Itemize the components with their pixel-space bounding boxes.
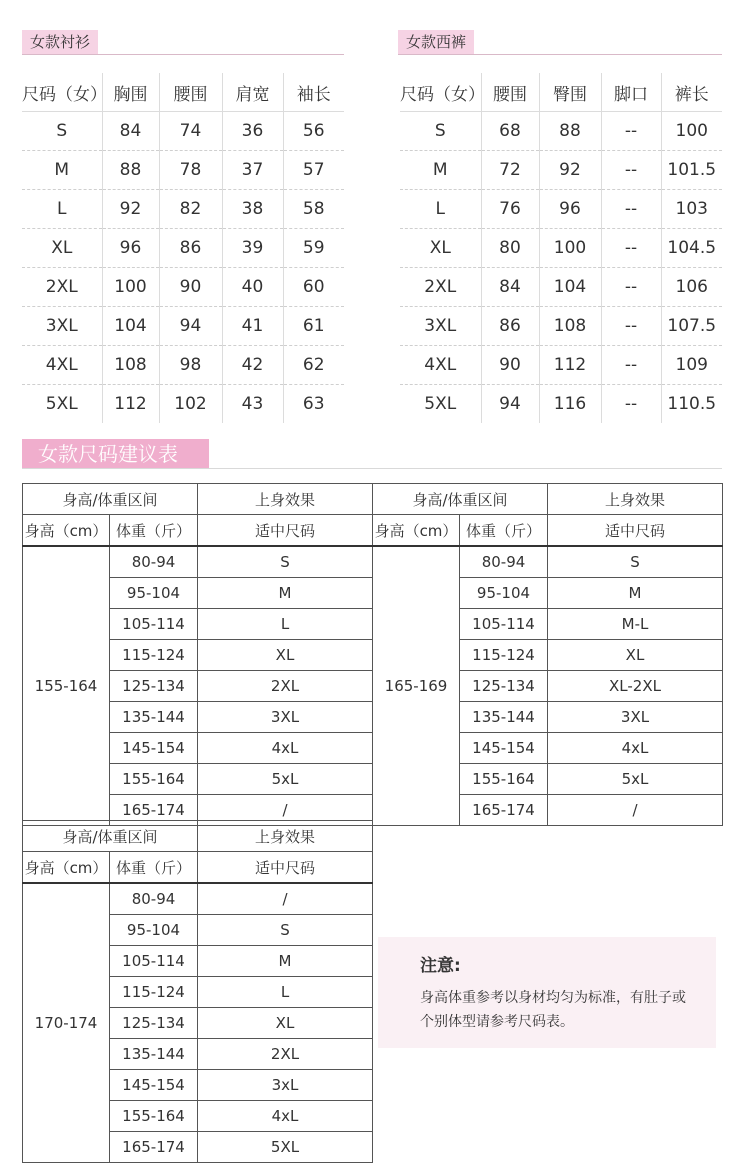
measurement-cell: -- (601, 112, 661, 151)
size-header: 适中尺码 (198, 852, 373, 884)
column-header: 尺码（女） (400, 73, 481, 112)
measurement-cell: 102 (159, 385, 222, 424)
weight-range-cell: 95-104 (460, 578, 548, 609)
recommendation-table-165-169 (372, 483, 723, 826)
header-row (23, 484, 373, 515)
measurement-cell: 88 (102, 151, 159, 190)
weight-range-cell: 105-114 (460, 609, 548, 640)
column-header: 尺码（女） (22, 73, 102, 112)
measurement-cell: 60 (283, 268, 344, 307)
measurement-cell: 38 (222, 190, 283, 229)
pants-tag-underline (398, 54, 722, 55)
table-row (22, 190, 344, 229)
measurement-cell: 62 (283, 346, 344, 385)
note-body: 身高体重参考以身材均匀为标准，有肚子或个别体型请参考尺码表。 (420, 990, 686, 1030)
size-label: 4XL (400, 346, 481, 385)
measurement-cell: 110.5 (667, 394, 717, 414)
recommended-size-cell: 4xL (548, 733, 723, 764)
measurement-cell: 96 (539, 190, 601, 229)
measurement-cell: 58 (283, 190, 344, 229)
size-header: 适中尺码 (548, 515, 723, 547)
table-row (22, 268, 344, 307)
weight-range-cell: 115-124 (110, 640, 198, 671)
subheader-row (373, 515, 723, 547)
size-label: L (400, 190, 481, 229)
table-row (400, 229, 722, 268)
height-range-cell: 165-169 (373, 546, 460, 826)
measurement-cell: 88 (539, 112, 601, 151)
weight-range-cell: 155-164 (110, 1101, 198, 1132)
measurement-cell: 90 (159, 268, 222, 307)
size-recommendation-banner: 女款尺码建议表 (22, 439, 209, 469)
measurement-cell: 92 (102, 190, 159, 229)
column-header: 肩宽 (222, 73, 283, 112)
recommended-size-cell: M (548, 578, 723, 609)
table-row (400, 268, 722, 307)
recommended-size-cell: 3xL (198, 1070, 373, 1101)
weight-range-cell: 135-144 (460, 702, 548, 733)
measurement-cell: 100 (539, 229, 601, 268)
recommendation-table-155-164 (22, 483, 373, 826)
measurement-cell: 37 (222, 151, 283, 190)
weight-range-cell: 105-114 (110, 609, 198, 640)
recommended-size-cell: 4xL (198, 733, 373, 764)
measurement-cell: 100 (102, 268, 159, 307)
shirt-size-table (22, 73, 344, 423)
column-header: 脚口 (601, 73, 661, 112)
measurement-cell: 40 (222, 268, 283, 307)
recommended-size-cell: L (198, 609, 373, 640)
size-label: M (400, 151, 481, 190)
table-row (400, 346, 722, 385)
weight-range-cell: 105-114 (110, 946, 198, 977)
recommended-size-cell: 5xL (548, 764, 723, 795)
height-range-cell: 170-174 (23, 883, 110, 1163)
measurement-cell: 61 (283, 307, 344, 346)
table-row (22, 385, 344, 424)
range-header: 身高/体重区间 (373, 484, 548, 515)
recommended-size-cell: 5xL (198, 764, 373, 795)
column-header: 臀围 (539, 73, 601, 112)
measurement-cell: 98 (159, 346, 222, 385)
recommended-size-cell: XL-2XL (548, 671, 723, 702)
recommended-size-cell: / (198, 883, 373, 915)
measurement-cell: 42 (222, 346, 283, 385)
size-label: 2XL (22, 268, 102, 307)
column-header: 裤长 (661, 73, 722, 112)
column-header: 袖长 (283, 73, 344, 112)
size-label: 4XL (22, 346, 102, 385)
measurement-cell: 92 (539, 151, 601, 190)
column-header: 腰围 (481, 73, 539, 112)
measurement-cell: 59 (283, 229, 344, 268)
weight-range-cell: 155-164 (460, 764, 548, 795)
weight-range-cell: 135-144 (110, 1039, 198, 1070)
size-label: L (22, 190, 102, 229)
size-label: XL (22, 229, 102, 268)
effect-header: 上身效果 (198, 821, 373, 852)
recommended-size-cell: / (548, 795, 723, 826)
recommended-size-cell: XL (198, 640, 373, 671)
weight-header: 体重（斤） (110, 852, 198, 884)
recommended-size-cell: M-L (548, 609, 723, 640)
measurement-cell: 106 (661, 268, 722, 307)
recommended-size-cell: 2XL (198, 671, 373, 702)
recommended-size-cell: XL (548, 640, 723, 671)
effect-header: 上身效果 (198, 484, 373, 515)
size-label: S (22, 112, 102, 151)
weight-range-cell: 135-144 (110, 702, 198, 733)
table-row (22, 346, 344, 385)
recommended-size-cell: XL (198, 1008, 373, 1039)
measurement-cell: -- (601, 385, 661, 424)
measurement-cell: -- (601, 229, 661, 268)
weight-range-cell: 145-154 (110, 1070, 198, 1101)
header-row (22, 73, 344, 112)
header-row (23, 821, 373, 852)
measurement-cell: -- (601, 346, 661, 385)
measurement-cell: 116 (539, 385, 601, 424)
measurement-cell: 90 (481, 346, 539, 385)
recommended-size-cell: 3XL (548, 702, 723, 733)
size-label: 3XL (22, 307, 102, 346)
size-label: 5XL (22, 385, 102, 424)
height-header: 身高（cm） (23, 515, 110, 547)
measurement-cell: 103 (661, 190, 722, 229)
height-range-cell: 155-164 (23, 546, 110, 826)
weight-header: 体重（斤） (110, 515, 198, 547)
weight-range-cell: 125-134 (110, 1008, 198, 1039)
measurement-cell: 112 (102, 385, 159, 424)
note-box (378, 937, 716, 1048)
shirt-tag-underline (22, 54, 344, 55)
recommended-size-cell: 5XL (198, 1132, 373, 1163)
shirt-section-tag: 女款衬衫 (22, 30, 98, 54)
measurement-cell: 78 (159, 151, 222, 190)
recommendation-table-170-174 (22, 820, 373, 1163)
table-row (400, 190, 722, 229)
measurement-cell: -- (601, 190, 661, 229)
table-row (23, 546, 373, 578)
column-header: 腰围 (159, 73, 222, 112)
size-label: S (400, 112, 481, 151)
measurement-cell: 108 (539, 307, 601, 346)
table-row (22, 112, 344, 151)
measurement-cell: 94 (159, 307, 222, 346)
recommended-size-cell: / (198, 795, 373, 826)
measurement-cell: 96 (102, 229, 159, 268)
recommended-size-cell: S (548, 546, 723, 578)
measurement-cell: 108 (102, 346, 159, 385)
weight-range-cell: 165-174 (460, 795, 548, 826)
weight-header: 体重（斤） (460, 515, 548, 547)
measurement-cell: -- (601, 151, 661, 190)
weight-range-cell: 80-94 (460, 546, 548, 578)
measurement-cell: 39 (222, 229, 283, 268)
weight-range-cell: 80-94 (110, 883, 198, 915)
weight-range-cell: 155-164 (110, 764, 198, 795)
weight-range-cell: 145-154 (110, 733, 198, 764)
weight-range-cell: 115-124 (110, 977, 198, 1008)
measurement-cell: 86 (481, 307, 539, 346)
measurement-cell: 94 (481, 385, 539, 424)
table-row (22, 229, 344, 268)
height-header: 身高（cm） (23, 852, 110, 884)
measurement-cell: 68 (481, 112, 539, 151)
table-row (400, 307, 722, 346)
measurement-cell: 76 (481, 190, 539, 229)
note-title: 注意: (420, 956, 461, 976)
weight-range-cell: 165-174 (110, 1132, 198, 1163)
recommended-size-cell: M (198, 578, 373, 609)
height-header: 身高（cm） (373, 515, 460, 547)
weight-range-cell: 145-154 (460, 733, 548, 764)
measurement-cell: 86 (159, 229, 222, 268)
measurement-cell: 100 (661, 112, 722, 151)
measurement-cell: 104.5 (661, 229, 722, 268)
measurement-cell: 84 (102, 112, 159, 151)
recommended-size-cell: L (198, 977, 373, 1008)
header-row (373, 484, 723, 515)
recommended-size-cell: 2XL (198, 1039, 373, 1070)
pants-section-tag: 女款西裤 (398, 30, 474, 54)
measurement-cell: 74 (159, 112, 222, 151)
measurement-cell: 104 (539, 268, 601, 307)
measurement-cell: -- (601, 307, 661, 346)
weight-range-cell: 95-104 (110, 578, 198, 609)
measurement-cell: 101.5 (661, 151, 722, 190)
size-label: 3XL (400, 307, 481, 346)
table-row (23, 883, 373, 915)
measurement-cell: 82 (159, 190, 222, 229)
recommended-size-cell: S (198, 915, 373, 946)
measurement-cell: 41 (222, 307, 283, 346)
measurement-cell: 63 (302, 394, 325, 414)
measurement-cell: 36 (222, 112, 283, 151)
weight-range-cell: 80-94 (110, 546, 198, 578)
header-row (400, 73, 722, 112)
table-row (400, 112, 722, 151)
size-header: 适中尺码 (198, 515, 373, 547)
measurement-cell: 72 (481, 151, 539, 190)
subheader-row (23, 852, 373, 884)
measurement-cell: 107.5 (661, 307, 722, 346)
size-label: XL (400, 229, 481, 268)
recommended-size-cell: 4xL (198, 1101, 373, 1132)
weight-range-cell: 115-124 (460, 640, 548, 671)
table-row (373, 546, 723, 578)
table-row (400, 151, 722, 190)
recommended-size-cell: S (198, 546, 373, 578)
size-label: M (22, 151, 102, 190)
measurement-cell: 56 (283, 112, 344, 151)
subheader-row (23, 515, 373, 547)
size-label: 5XL (400, 385, 481, 424)
recommended-size-cell: 3XL (198, 702, 373, 733)
range-header: 身高/体重区间 (23, 821, 198, 852)
table-row (22, 151, 344, 190)
range-header: 身高/体重区间 (23, 484, 198, 515)
measurement-cell: 104 (102, 307, 159, 346)
banner-underline (22, 468, 722, 469)
effect-header: 上身效果 (548, 484, 723, 515)
column-header: 胸围 (102, 73, 159, 112)
pants-size-table (400, 73, 722, 423)
measurement-cell: 112 (539, 346, 601, 385)
weight-range-cell: 165-174 (110, 795, 198, 826)
weight-range-cell: 125-134 (110, 671, 198, 702)
measurement-cell: 80 (481, 229, 539, 268)
weight-range-cell: 125-134 (460, 671, 548, 702)
table-row (22, 307, 344, 346)
recommended-size-cell: M (198, 946, 373, 977)
measurement-cell: 109 (661, 346, 722, 385)
measurement-cell: 57 (283, 151, 344, 190)
size-label: 2XL (400, 268, 481, 307)
measurement-cell: 84 (481, 268, 539, 307)
measurement-cell: 43 (222, 385, 283, 424)
table-row (400, 385, 722, 424)
weight-range-cell: 95-104 (110, 915, 198, 946)
measurement-cell: -- (601, 268, 661, 307)
